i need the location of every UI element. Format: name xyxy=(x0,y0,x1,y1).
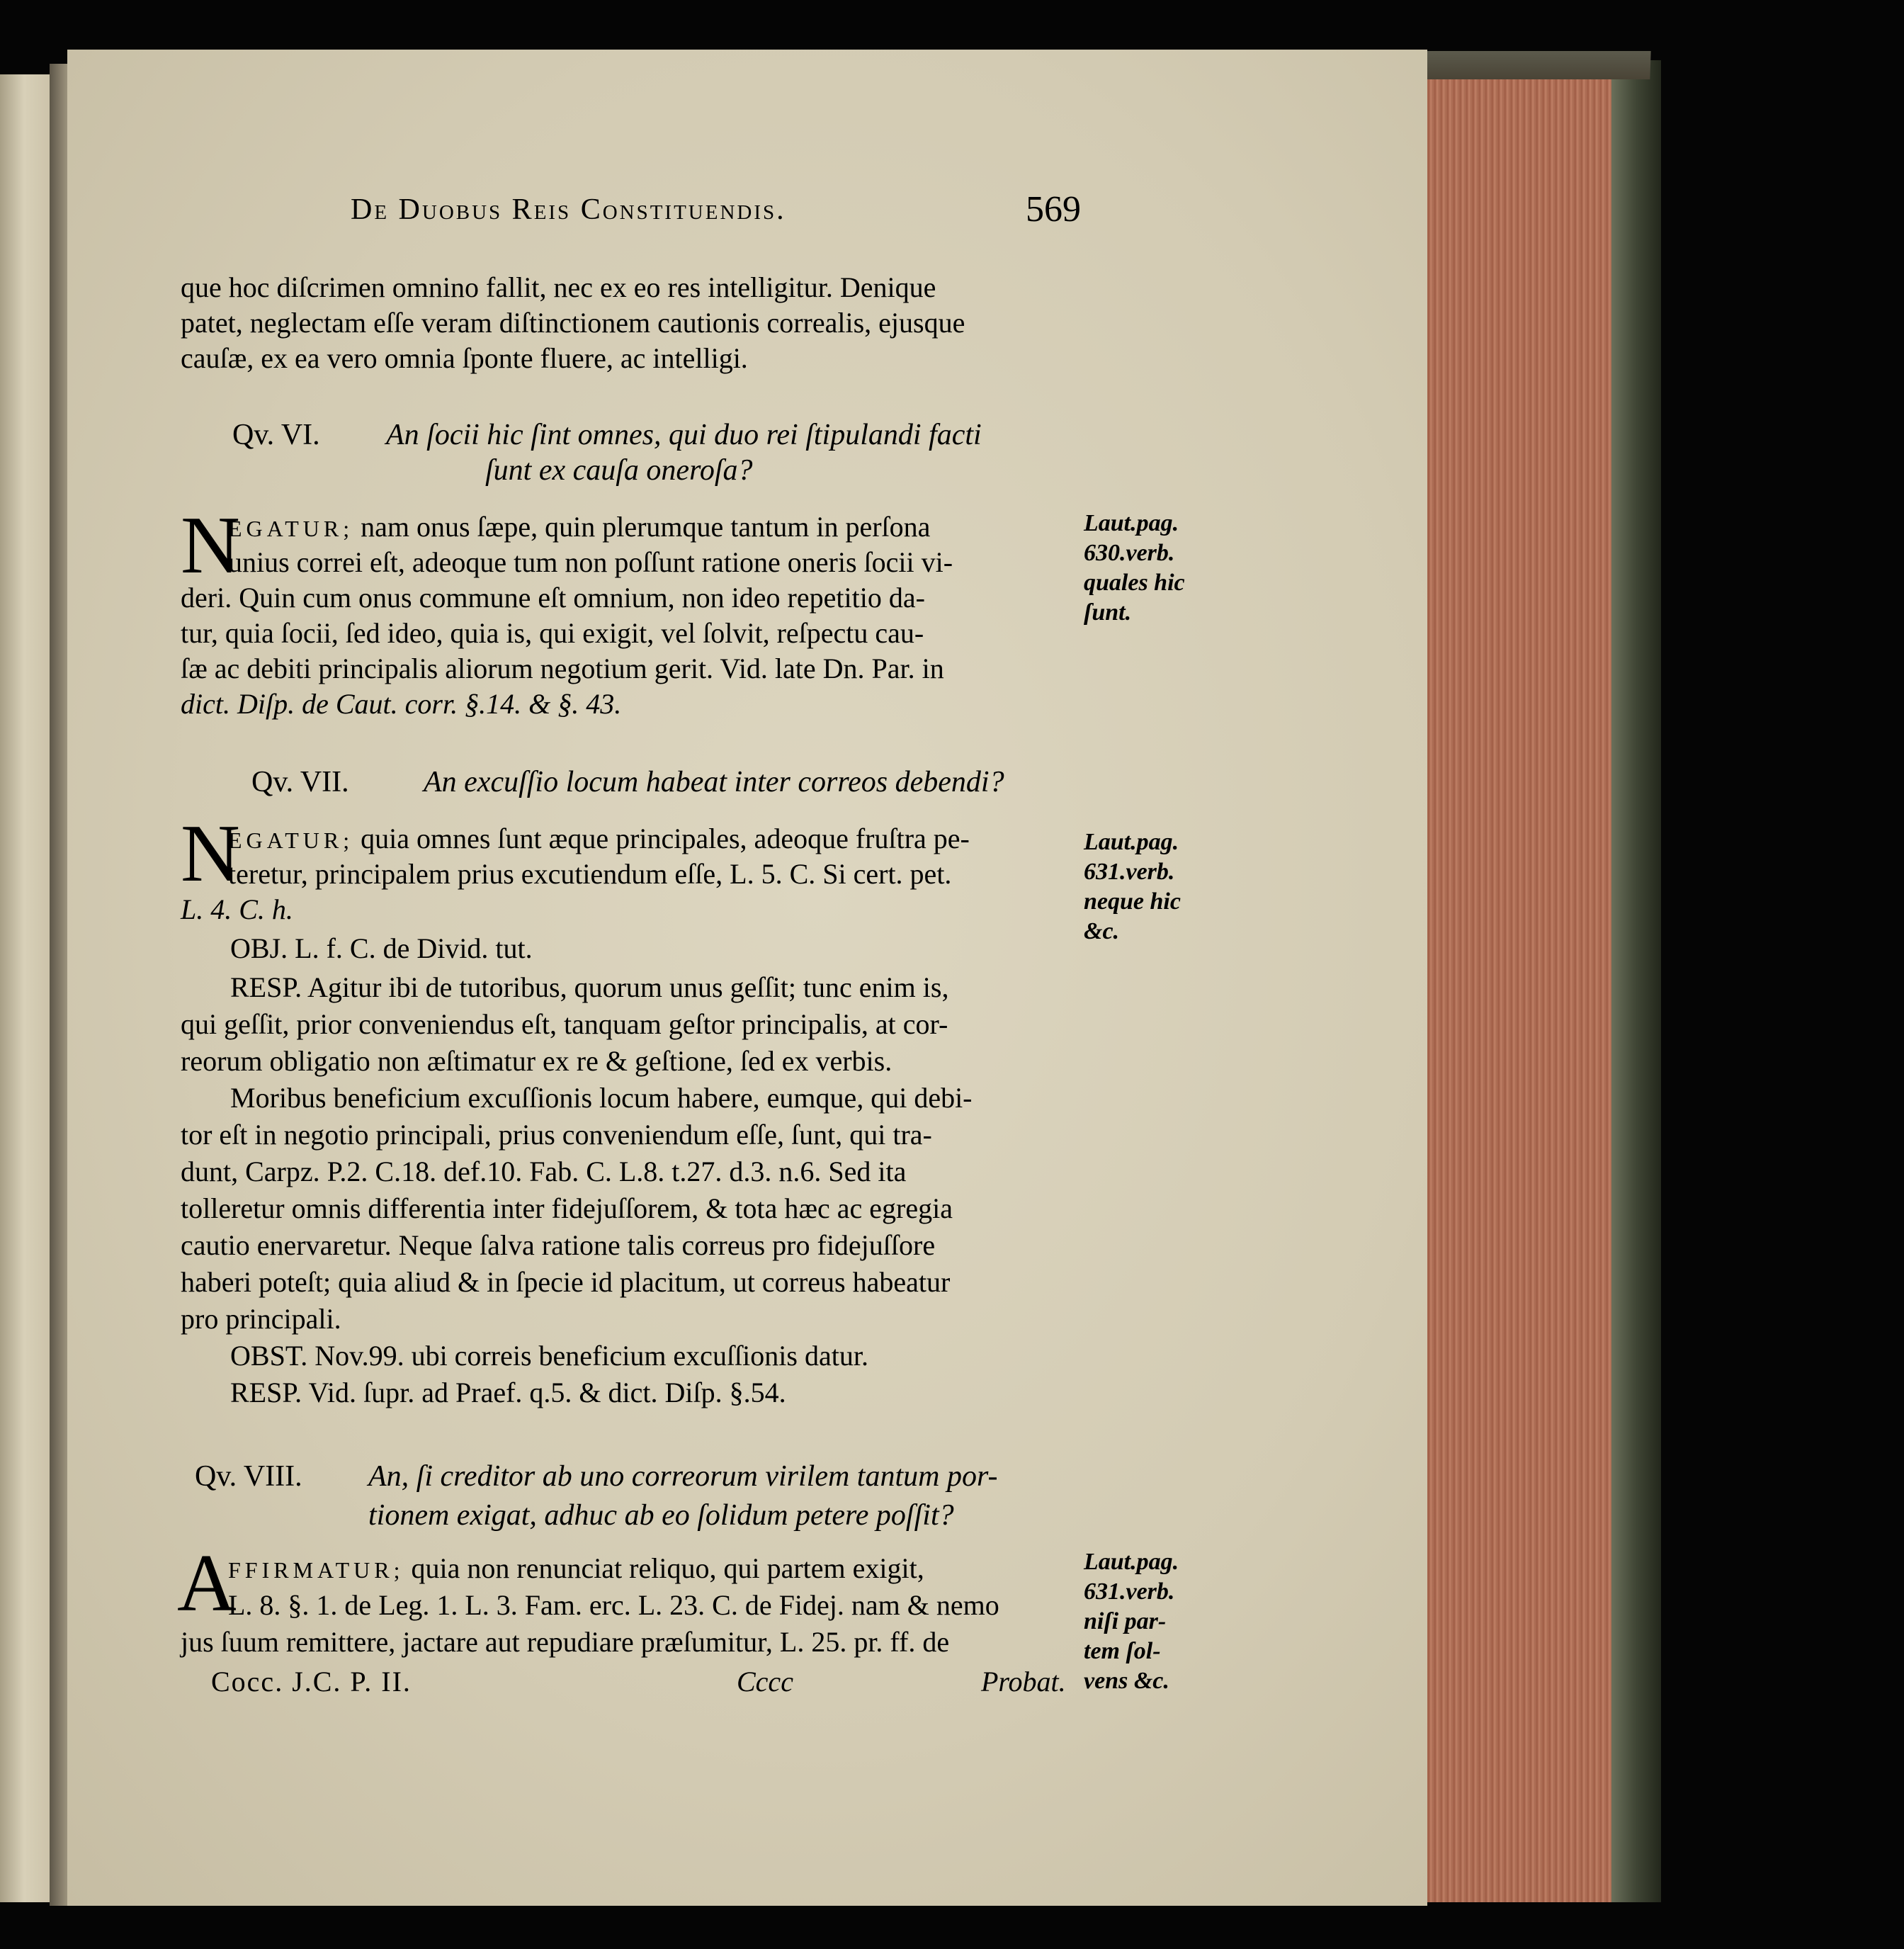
running-title: De Duobus Reis Constituendis. xyxy=(351,193,786,226)
paragraph-line: deri. Quin cum onus commune eſt omnium, non ideo repetitio da- xyxy=(181,582,925,614)
margin-note: Laut.pag. 631.verb. neque hic &c. xyxy=(1084,829,1181,944)
paragraph-line: dict. Diſp. de Caut. corr. §.14. & §. 43. xyxy=(181,688,622,720)
paragraph-line: dunt, Carpz. P.2. C.18. def.10. Fab. C. L.8. t.27. d.3. n.6. Sed ita xyxy=(181,1156,907,1187)
first-word: EGATUR; xyxy=(228,516,354,541)
paragraph-line: tur, quia ſocii, ſed ideo, quia is, qui exigit, vel ſolvit, reſpectu cau- xyxy=(181,617,924,649)
question-text: ſunt ex cauſa oneroſa? xyxy=(485,454,753,487)
intro-line: cauſæ, ex ea vero omnia ſponte fluere, ac intelligi. xyxy=(181,342,748,374)
question-text: tionem exigat, adhuc ab eo ſolidum petere poſſit? xyxy=(368,1499,954,1532)
paragraph-line xyxy=(228,510,930,543)
paragraph-line: ſæ ac debiti principalis aliorum negotium gerit. Vid. late Dn. Par. in xyxy=(181,653,944,684)
margin-note: Laut.pag. 631.verb. niſi par- tem ſol- vens &c. xyxy=(1084,1549,1179,1694)
intro-line: patet, neglectam eſſe veram diſtinctionem cautionis correalis, ejusque xyxy=(181,307,965,339)
signature-left: Cocc. J.C. P. II. xyxy=(211,1666,412,1697)
paragraph-line: L. 4. C. h. xyxy=(181,893,293,925)
paragraph-line: haberi poteſt; quia aliud & in ſpecie id placitum, ut correus habeatur xyxy=(181,1266,951,1298)
paragraph-line: jus ſuum remittere, jactare aut repudiare præſumitur, L. 25. pr. ff. de xyxy=(181,1626,950,1658)
signature-mark: Cccc xyxy=(737,1666,793,1697)
intro-line: que hoc diſcrimen omnino fallit, nec ex eo res intelligitur. Denique xyxy=(181,271,936,303)
margin-note: Laut.pag. 630.verb. quales hic ſunt. xyxy=(1084,510,1185,626)
question-text: An excuſſio locum habeat inter correos debendi? xyxy=(424,766,1004,798)
drop-cap: N xyxy=(181,808,240,899)
paragraph-line: tolleretur omnis differentia inter fidejuſſorem, & tota hæc ac egregia xyxy=(181,1192,953,1224)
drop-cap: N xyxy=(181,500,240,591)
paragraph-line: unius correi eſt, adeoque tum non poſſunt ratione oneris ſocii vi- xyxy=(228,546,953,578)
line-text: nam onus ſæpe, quin plerumque tantum in perſona xyxy=(353,511,931,543)
paragraph-line: pro principali. xyxy=(181,1303,341,1335)
line-text: quia non renunciat reliquo, qui partem exigit, xyxy=(404,1552,924,1584)
objection-line: OBJ. L. f. C. de Divid. tut. xyxy=(230,932,533,964)
line-text: quia omnes ſunt æque principales, adeoque fruſtra pe- xyxy=(353,823,970,854)
objection-line: OBST. Nov.99. ubi correis beneficium excuſſionis datur. xyxy=(230,1340,868,1372)
first-word: FFIRMATUR; xyxy=(228,1557,404,1583)
catchword: Probat. xyxy=(981,1666,1066,1697)
paragraph-line: L. 8. §. 1. de Leg. 1. L. 3. Fam. erc. L. 23. C. de Fidej. nam & nemo xyxy=(228,1589,999,1621)
question-label: Qv. VII. xyxy=(251,766,349,798)
page-number: 569 xyxy=(1026,189,1081,230)
response-line: RESP. Vid. ſupr. ad Praef. q.5. & dict. Diſp. §.54. xyxy=(230,1377,786,1408)
drop-cap: A xyxy=(177,1538,237,1629)
paragraph-line xyxy=(228,1552,924,1585)
first-word: EGATUR; xyxy=(228,827,354,853)
question-label: Qv. VI. xyxy=(232,419,320,451)
question-text: An ſocii hic ſint omnes, qui duo rei ſtipulandi facti xyxy=(386,419,982,451)
paragraph-line xyxy=(228,822,970,855)
paragraph-line: cautio enervaretur. Neque ſalva ratione talis correus pro fidejuſſore xyxy=(181,1229,936,1261)
paragraph-line: tor eſt in negotio principali, prius conveniendum eſſe, ſunt, qui tra- xyxy=(181,1119,932,1151)
question-text: An, ſi creditor ab uno correorum virilem tantum por- xyxy=(368,1460,998,1493)
response-line: RESP. Agitur ibi de tutoribus, quorum unus geſſit; tunc enim is, xyxy=(230,971,949,1003)
paragraph-line: teretur, principalem prius excutiendum eſſe, L. 5. C. Si cert. pet. xyxy=(228,858,952,890)
response-line: reorum obligatio non æſtimatur ex re & geſtione, ſed ex verbis. xyxy=(181,1045,892,1077)
response-line: qui geſſit, prior conveniendus eſt, tanquam geſtor principalis, at cor- xyxy=(181,1008,948,1040)
question-label: Qv. VIII. xyxy=(195,1460,302,1493)
paragraph-line: Moribus beneficium excuſſionis locum habere, eumque, qui debi- xyxy=(230,1082,973,1114)
